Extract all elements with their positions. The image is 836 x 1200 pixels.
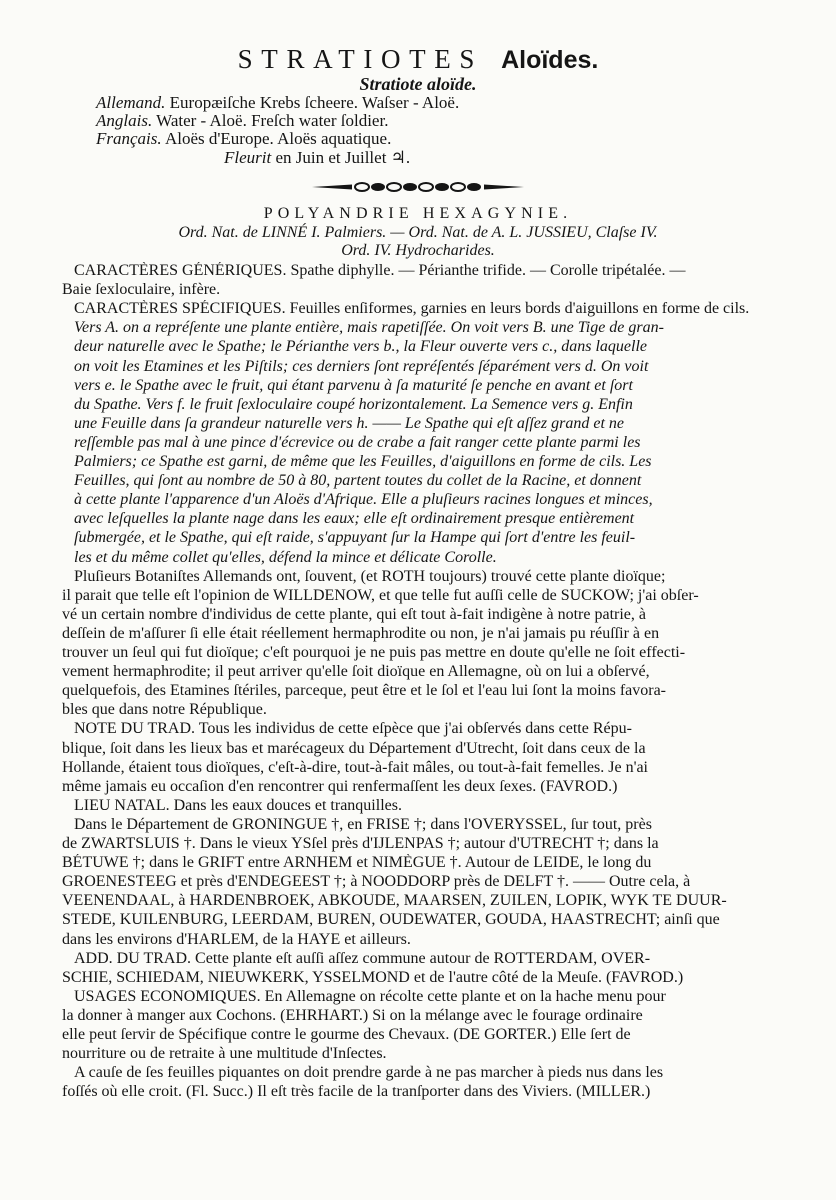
text-line: de ZWARTSLUIS †. Dans le vieux YSſel près d'IJLENPAS †; autour d'UTRECHT †; dans la	[62, 835, 659, 852]
text-line: LIEU NATAL. Dans les eaux douces et tranquilles.	[74, 796, 402, 814]
text-line: Pluſieurs Botaniſtes Allemands ont, ſouvent, (et ROTH toujours) trouvé cette plante dioïque;	[74, 567, 666, 585]
text-line: foſſés où elle croit. (Fl. Succ.) Il eſt très facile de la tranſporter dans des Viviers. (MILLER.)	[62, 1083, 651, 1101]
natural-order-line: Ord. Nat. de LINNÉ I. Palmiers. — Ord. Nat. de A. L. JUSSIEU, Claſse IV.	[178, 224, 658, 241]
common-name-line	[96, 111, 696, 131]
genus-name: STRATIOTES	[237, 44, 484, 74]
text-line: VEENENDAAL, à HARDENBROEK, ABKOUDE, MAARSEN, ZUILEN, LOPIK, WYK TE DUUR-	[62, 892, 727, 910]
text-line: Baie ſexloculaire, infère.	[62, 281, 221, 299]
french-name: Stratiote aloïde.	[359, 74, 477, 94]
text-line: dans les environs d'HARLEM, de la HAYE et ailleurs.	[62, 930, 411, 948]
text-line: BÉTUWE †; dans le GRIFT entre ARNHEM et NIMÈGUE †. Autour de LEIDE, le long du	[62, 854, 652, 872]
species-name: Aloïdes.	[501, 46, 599, 74]
common-name-line	[96, 93, 696, 113]
text-line: il parait que telle eſt l'opinion de WILLDENOW, et que telle fut auſſi celle de SUCKOW; j'ai obſer-	[62, 586, 699, 604]
text-line: NOTE DU TRAD. Tous les individus de cette eſpèce que j'ai obſervés dans cette Répu-	[74, 720, 632, 738]
text-line: reſſemble pas mal à une pince d'écrevice ou de crabe a fait ranger cette plante parmi les	[74, 433, 641, 451]
text-line: Feuilles, qui ſont au nombre de 50 à 80, partent toutes du collet de la Racine, et donnent	[74, 472, 642, 490]
page-title	[0, 44, 836, 75]
flowering-line	[224, 148, 624, 168]
text-line: SCHIE, SCHIEDAM, NIEUWKERK, YSSELMOND et de l'autre côté de la Meuſe. (FAVROD.)	[62, 968, 684, 986]
text-line: du Spathe. Vers f. le fruit ſexloculaire coupé horizontalement. La Semence vers g. Enfin	[74, 395, 633, 413]
language-label: Français.	[96, 129, 162, 148]
text-line: CARACTÈRES GÉNÉRIQUES. Spathe diphylle. — Périanthe trifide. — Corolle tripétalée. —	[74, 262, 686, 279]
text-line: deur naturelle avec le Spathe; le Périanthe vers b., la Fleur ouverte vers c., dans laquelle	[74, 338, 648, 356]
flowering-label: Fleurit	[224, 148, 272, 167]
text-line: GROENESTEEG et près d'ENDEGEEST †; à NOODDORP près de DELFT †. —— Outre cela, à	[62, 873, 691, 891]
text-line: vé un certain nombre d'individus de cette plante, qui eſt tout à-fait indigène à notre patrie, à	[62, 605, 647, 623]
text-line: même jamais eu occaſion d'en rencontrer qui renfermaſſent les deux ſexes. (FAVROD.)	[62, 777, 618, 795]
text-line: nourriture ou de retraite à une multitude d'Inſectes.	[62, 1045, 387, 1063]
text-line: Dans le Département de GRONINGUE †, en FRISE †; dans l'OVERYSSEL, ſur tout, près	[74, 815, 652, 833]
text-line: la donner à manger aux Cochons. (EHRHART.) Si on la mélange avec le fourage ordinaire	[62, 1006, 643, 1024]
language-label: Allemand.	[96, 93, 166, 112]
text-line: les et du même collet qu'elles, défend la mince et délicate Corolle.	[74, 548, 497, 566]
chain-ornament-icon	[312, 180, 524, 194]
common-name-text: Europæiſche Krebs ſcheere. Waſser - Aloë.	[165, 93, 460, 112]
text-line: vers e. le Spathe avec le fruit, qui étant parvenu à ſa maturité ſe penche en avant et ſort	[74, 376, 633, 394]
text-line: CARACTÈRES SPÉCIFIQUES. Feuilles enſiformes, garnies en leurs bords d'aiguillons en forme de cils.	[74, 300, 750, 318]
text-line: Hollande, étaient tous dioïques, c'eſt-à-dire, tout-à-fait mâles, ou tout-à-fait femelles. Je n'ai	[62, 758, 648, 776]
text-line: vement hermaphrodite; il peut arriver qu'elle ſoit dioïque en Allemagne, où on lui a obſervé,	[62, 663, 650, 681]
text-line: trouver un ſeul qui fut dioïque; c'eſt pourquoi je ne puis pas mettre en doute qu'elle ne ſoit effecti-	[62, 644, 686, 661]
text-line: deſſein de m'aſſurer ſi elle était réellement hermaphrodite ou non, je n'ai jamais pu réuſſir à en	[62, 624, 660, 642]
text-line: Vers A. on a repréſente une plante entière, mais rapetiſſée. On voit vers B. une Tige de gran-	[74, 319, 664, 337]
natural-order-line: Ord. IV. Hydrocharides.	[341, 242, 495, 259]
flowering-text: en Juin et Juillet ♃.	[271, 148, 411, 167]
text-line: bles que dans notre République.	[62, 701, 267, 719]
text-line: ADD. DU TRAD. Cette plante eſt auſſi aſſez commune autour de ROTTERDAM, OVER-	[74, 949, 651, 967]
text-line: avec leſquelles la plante nage dans les eaux; elle eſt ordinairement presque entièrement	[74, 510, 635, 528]
text-line: A cauſe de ſes feuilles piquantes on doit prendre garde à ne pas marcher à pieds nus dans les	[74, 1064, 664, 1082]
text-line: STEDE, KUILENBURG, LEERDAM, BUREN, OUDEWATER, GOUDA, HAASTRECHT; ainſi que	[62, 911, 720, 929]
language-label: Anglais.	[96, 111, 153, 130]
text-line: quelquefois, des Etamines ſtériles, parceque, peut être et le ſol et l'eau lui ſont la moins favora-	[62, 682, 667, 700]
text-line: USAGES ECONOMIQUES. En Allemagne on récolte cette plante et on la hache menu pour	[74, 987, 666, 1005]
common-name-line	[96, 129, 696, 149]
text-line: blique, ſoit dans les lieux bas et marécageux du Département d'Utrecht, ſoit dans ceux de la	[62, 739, 646, 757]
text-line: à cette plante l'apparence d'un Aloës d'Afrique. Elle a pluſieurs racines longues et minces,	[74, 491, 653, 509]
text-line: ſubmergée, et le Spathe, qui eſt raide, s'appuyant ſur la Hampe qui ſort d'entre les feuil-	[74, 529, 636, 547]
text-line: Palmiers; ce Spathe est garni, de même que les Feuilles, d'aiguillons en forme de cils. Les	[74, 453, 652, 470]
common-name-text: Water - Aloë. Freſch water ſoldier.	[152, 111, 389, 130]
text-line: on voit les Etamines et les Piſtils; ces derniers ſont repréſentés ſéparément vers d. On voit	[74, 357, 649, 375]
text-line: elle peut ſervir de Spécifique contre le gourme des Chevaux. (DE GORTER.) Elle ſert de	[62, 1026, 631, 1043]
common-name-text: Aloës d'Europe. Aloës aquatique.	[161, 129, 392, 148]
text-line: une Feuille dans ſa grandeur naturelle vers h. —— Le Spathe qui eſt aſſez grand et ne	[74, 414, 624, 432]
classification-title: POLYANDRIE HEXAGYNIE.	[263, 205, 573, 222]
